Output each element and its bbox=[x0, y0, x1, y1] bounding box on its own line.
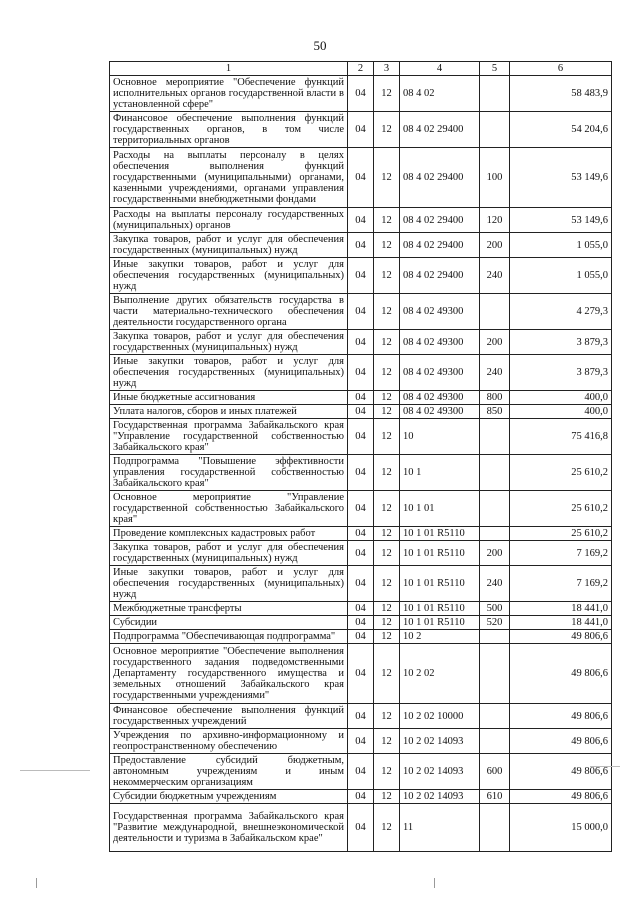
cell-target-code: 08 4 02 bbox=[400, 76, 480, 112]
cell-amount: 49 806,6 bbox=[510, 630, 612, 644]
cell-expense-type bbox=[480, 76, 510, 112]
cell-subsection: 12 bbox=[374, 491, 400, 527]
cell-section: 04 bbox=[348, 541, 374, 566]
cell-target-code: 10 2 02 14093 bbox=[400, 754, 480, 790]
cell-subsection: 12 bbox=[374, 208, 400, 233]
cell-target-code: 08 4 02 49300 bbox=[400, 405, 480, 419]
cell-subsection: 12 bbox=[374, 541, 400, 566]
cell-target-code: 10 2 02 bbox=[400, 644, 480, 704]
budget-table bbox=[109, 61, 612, 852]
cell-subsection: 12 bbox=[374, 630, 400, 644]
cell-subsection: 12 bbox=[374, 455, 400, 491]
cell-target-code: 10 2 02 14093 bbox=[400, 729, 480, 754]
cell-expense-type bbox=[480, 112, 510, 148]
cell-expense-type: 240 bbox=[480, 258, 510, 294]
cell-name: Государственная программа Забайкальского края "Управление государственной собственностью Забайкальского края" bbox=[110, 419, 348, 455]
cell-section: 04 bbox=[348, 233, 374, 258]
cell-target-code: 11 bbox=[400, 804, 480, 852]
cell-name: Иные закупки товаров, работ и услуг для обеспечения государственных (муниципальных) нужд bbox=[110, 258, 348, 294]
cell-subsection: 12 bbox=[374, 566, 400, 602]
table-row bbox=[110, 455, 612, 491]
table-header-row bbox=[110, 62, 612, 76]
cell-subsection: 12 bbox=[374, 644, 400, 704]
cell-amount: 49 806,6 bbox=[510, 754, 612, 790]
cell-expense-type: 850 bbox=[480, 405, 510, 419]
cell-amount: 49 806,6 bbox=[510, 790, 612, 804]
cell-target-code: 08 4 02 29400 bbox=[400, 148, 480, 208]
cell-expense-type: 200 bbox=[480, 541, 510, 566]
cell-name: Субсидии бюджетным учреждениям bbox=[110, 790, 348, 804]
cell-amount: 25 610,2 bbox=[510, 455, 612, 491]
table-body bbox=[110, 76, 612, 852]
table-row bbox=[110, 208, 612, 233]
cell-amount: 53 149,6 bbox=[510, 208, 612, 233]
cell-subsection: 12 bbox=[374, 391, 400, 405]
cell-section: 04 bbox=[348, 630, 374, 644]
cell-expense-type bbox=[480, 294, 510, 330]
cell-target-code: 10 1 01 R5110 bbox=[400, 602, 480, 616]
cell-subsection: 12 bbox=[374, 790, 400, 804]
column-header-expense-type: 5 bbox=[480, 62, 510, 76]
cell-expense-type bbox=[480, 419, 510, 455]
cell-subsection: 12 bbox=[374, 330, 400, 355]
cell-subsection: 12 bbox=[374, 419, 400, 455]
cell-subsection: 12 bbox=[374, 76, 400, 112]
table-row bbox=[110, 704, 612, 729]
cell-expense-type bbox=[480, 630, 510, 644]
table-row bbox=[110, 527, 612, 541]
cell-subsection: 12 bbox=[374, 233, 400, 258]
cell-target-code: 10 2 02 10000 bbox=[400, 704, 480, 729]
table-row bbox=[110, 616, 612, 630]
cell-name: Иные закупки товаров, работ и услуг для обеспечения государственных (муниципальных) нужд bbox=[110, 355, 348, 391]
cell-name: Расходы на выплаты персоналу государственных (муниципальных) органов bbox=[110, 208, 348, 233]
scan-line-right bbox=[590, 766, 620, 767]
table-row bbox=[110, 754, 612, 790]
cell-subsection: 12 bbox=[374, 729, 400, 754]
cell-name: Предоставление субсидий бюджетным, автономным учреждениям и иным некоммерческим организациям bbox=[110, 754, 348, 790]
cell-target-code: 08 4 02 49300 bbox=[400, 355, 480, 391]
cell-name: Государственная программа Забайкальского края "Развитие международной, внешнеэкономической деятельности и туризма в Забайкальском крае" bbox=[110, 804, 348, 852]
cell-amount: 7 169,2 bbox=[510, 541, 612, 566]
cell-section: 04 bbox=[348, 804, 374, 852]
table-row bbox=[110, 602, 612, 616]
cell-expense-type: 100 bbox=[480, 148, 510, 208]
scan-line-left bbox=[20, 770, 90, 771]
table-row bbox=[110, 233, 612, 258]
cell-expense-type bbox=[480, 644, 510, 704]
cell-expense-type: 610 bbox=[480, 790, 510, 804]
cell-target-code: 10 1 01 R5110 bbox=[400, 566, 480, 602]
cell-expense-type bbox=[480, 527, 510, 541]
cell-amount: 49 806,6 bbox=[510, 729, 612, 754]
cell-amount: 400,0 bbox=[510, 391, 612, 405]
cell-subsection: 12 bbox=[374, 616, 400, 630]
cell-amount: 25 610,2 bbox=[510, 527, 612, 541]
cell-section: 04 bbox=[348, 112, 374, 148]
cell-amount: 3 879,3 bbox=[510, 330, 612, 355]
column-header-subsection: 3 bbox=[374, 62, 400, 76]
table-row bbox=[110, 790, 612, 804]
cell-target-code: 08 4 02 29400 bbox=[400, 258, 480, 294]
table-row bbox=[110, 258, 612, 294]
cell-amount: 53 149,6 bbox=[510, 148, 612, 208]
cell-expense-type bbox=[480, 491, 510, 527]
table-row bbox=[110, 419, 612, 455]
table-row bbox=[110, 112, 612, 148]
cell-expense-type: 600 bbox=[480, 754, 510, 790]
cell-section: 04 bbox=[348, 419, 374, 455]
cell-name: Расходы на выплаты персоналу в целях обеспечения выполнения функций государственными (муниципальными) органами, казенными учреждениями, органами управления государственными внебюджетными фондами bbox=[110, 148, 348, 208]
column-header-name: 1 bbox=[110, 62, 348, 76]
cell-subsection: 12 bbox=[374, 355, 400, 391]
cell-name: Проведение комплексных кадастровых работ bbox=[110, 527, 348, 541]
cell-name: Основное мероприятие "Обеспечение выполнения государственного задания подведомственными Департаменту государственного имущества и земельных отношений Забайкальского края государственными учреждениями" bbox=[110, 644, 348, 704]
table-row bbox=[110, 541, 612, 566]
cell-target-code: 10 2 bbox=[400, 630, 480, 644]
scan-mark-left bbox=[36, 878, 37, 888]
cell-amount: 18 441,0 bbox=[510, 616, 612, 630]
cell-section: 04 bbox=[348, 491, 374, 527]
table-row bbox=[110, 330, 612, 355]
cell-name: Финансовое обеспечение выполнения функций государственных учреждений bbox=[110, 704, 348, 729]
cell-subsection: 12 bbox=[374, 804, 400, 852]
cell-name: Субсидии bbox=[110, 616, 348, 630]
cell-section: 04 bbox=[348, 148, 374, 208]
cell-section: 04 bbox=[348, 258, 374, 294]
table-row bbox=[110, 804, 612, 852]
cell-subsection: 12 bbox=[374, 527, 400, 541]
cell-section: 04 bbox=[348, 790, 374, 804]
cell-amount: 1 055,0 bbox=[510, 258, 612, 294]
table-row bbox=[110, 405, 612, 419]
cell-target-code: 10 1 01 bbox=[400, 491, 480, 527]
cell-target-code: 08 4 02 49300 bbox=[400, 294, 480, 330]
table-row bbox=[110, 491, 612, 527]
table-row bbox=[110, 630, 612, 644]
cell-amount: 58 483,9 bbox=[510, 76, 612, 112]
cell-target-code: 10 1 01 R5110 bbox=[400, 541, 480, 566]
cell-amount: 3 879,3 bbox=[510, 355, 612, 391]
cell-section: 04 bbox=[348, 355, 374, 391]
cell-section: 04 bbox=[348, 616, 374, 630]
table-row bbox=[110, 729, 612, 754]
cell-section: 04 bbox=[348, 754, 374, 790]
cell-target-code: 08 4 02 29400 bbox=[400, 233, 480, 258]
cell-name: Выполнение других обязательств государства в части материально-технического обеспечения деятельности государственного органа bbox=[110, 294, 348, 330]
cell-subsection: 12 bbox=[374, 148, 400, 208]
cell-target-code: 08 4 02 29400 bbox=[400, 112, 480, 148]
cell-target-code: 10 1 bbox=[400, 455, 480, 491]
column-header-amount: 6 bbox=[510, 62, 612, 76]
cell-expense-type: 500 bbox=[480, 602, 510, 616]
cell-target-code: 08 4 02 49300 bbox=[400, 391, 480, 405]
cell-section: 04 bbox=[348, 405, 374, 419]
cell-amount: 54 204,6 bbox=[510, 112, 612, 148]
cell-expense-type bbox=[480, 729, 510, 754]
cell-expense-type: 520 bbox=[480, 616, 510, 630]
cell-subsection: 12 bbox=[374, 405, 400, 419]
cell-expense-type: 800 bbox=[480, 391, 510, 405]
cell-name: Подпрограмма "Повышение эффективности управления государственной собственностью Забайкальского края" bbox=[110, 455, 348, 491]
cell-subsection: 12 bbox=[374, 754, 400, 790]
cell-name: Межбюджетные трансферты bbox=[110, 602, 348, 616]
cell-section: 04 bbox=[348, 208, 374, 233]
cell-expense-type bbox=[480, 455, 510, 491]
cell-section: 04 bbox=[348, 644, 374, 704]
cell-section: 04 bbox=[348, 391, 374, 405]
cell-subsection: 12 bbox=[374, 294, 400, 330]
cell-amount: 18 441,0 bbox=[510, 602, 612, 616]
table-row bbox=[110, 644, 612, 704]
cell-subsection: 12 bbox=[374, 258, 400, 294]
cell-target-code: 10 1 01 R5110 bbox=[400, 527, 480, 541]
cell-amount: 4 279,3 bbox=[510, 294, 612, 330]
cell-name: Иные закупки товаров, работ и услуг для обеспечения государственных (муниципальных) нужд bbox=[110, 566, 348, 602]
cell-subsection: 12 bbox=[374, 602, 400, 616]
cell-section: 04 bbox=[348, 527, 374, 541]
page-number: 50 bbox=[313, 38, 327, 53]
cell-amount: 400,0 bbox=[510, 405, 612, 419]
cell-section: 04 bbox=[348, 455, 374, 491]
cell-expense-type: 240 bbox=[480, 566, 510, 602]
cell-target-code: 08 4 02 49300 bbox=[400, 330, 480, 355]
cell-name: Основное мероприятие "Обеспечение функций исполнительных органов государственной власти в установленной сфере" bbox=[110, 76, 348, 112]
cell-expense-type: 240 bbox=[480, 355, 510, 391]
cell-expense-type bbox=[480, 804, 510, 852]
cell-section: 04 bbox=[348, 602, 374, 616]
cell-name: Основное мероприятие "Управление государственной собственностью Забайкальского края" bbox=[110, 491, 348, 527]
cell-target-code: 10 2 02 14093 bbox=[400, 790, 480, 804]
cell-section: 04 bbox=[348, 76, 374, 112]
table-row bbox=[110, 391, 612, 405]
cell-name: Иные бюджетные ассигнования bbox=[110, 391, 348, 405]
cell-section: 04 bbox=[348, 729, 374, 754]
cell-name: Закупка товаров, работ и услуг для обеспечения государственных (муниципальных) нужд bbox=[110, 233, 348, 258]
cell-target-code: 08 4 02 29400 bbox=[400, 208, 480, 233]
cell-expense-type: 200 bbox=[480, 233, 510, 258]
cell-subsection: 12 bbox=[374, 112, 400, 148]
cell-name: Учреждения по архивно-информационному и геопространственному обеспечению bbox=[110, 729, 348, 754]
cell-name: Закупка товаров, работ и услуг для обеспечения государственных (муниципальных) нужд bbox=[110, 541, 348, 566]
cell-subsection: 12 bbox=[374, 704, 400, 729]
table-row bbox=[110, 294, 612, 330]
cell-target-code: 10 1 01 R5110 bbox=[400, 616, 480, 630]
cell-section: 04 bbox=[348, 294, 374, 330]
cell-section: 04 bbox=[348, 704, 374, 729]
table-row bbox=[110, 566, 612, 602]
cell-amount: 75 416,8 bbox=[510, 419, 612, 455]
scan-mark-center bbox=[434, 878, 435, 888]
cell-section: 04 bbox=[348, 566, 374, 602]
cell-expense-type: 200 bbox=[480, 330, 510, 355]
cell-amount: 49 806,6 bbox=[510, 644, 612, 704]
cell-name: Закупка товаров, работ и услуг для обеспечения государственных (муниципальных) нужд bbox=[110, 330, 348, 355]
cell-amount: 1 055,0 bbox=[510, 233, 612, 258]
cell-amount: 15 000,0 bbox=[510, 804, 612, 852]
cell-amount: 49 806,6 bbox=[510, 704, 612, 729]
cell-name: Уплата налогов, сборов и иных платежей bbox=[110, 405, 348, 419]
cell-section: 04 bbox=[348, 330, 374, 355]
cell-target-code: 10 bbox=[400, 419, 480, 455]
cell-amount: 7 169,2 bbox=[510, 566, 612, 602]
cell-expense-type: 120 bbox=[480, 208, 510, 233]
column-header-target-code: 4 bbox=[400, 62, 480, 76]
cell-name: Подпрограмма "Обеспечивающая подпрограмма" bbox=[110, 630, 348, 644]
cell-name: Финансовое обеспечение выполнения функций государственных органов, в том числе территориальных органов bbox=[110, 112, 348, 148]
table-row bbox=[110, 355, 612, 391]
cell-amount: 25 610,2 bbox=[510, 491, 612, 527]
table-row bbox=[110, 148, 612, 208]
column-header-section: 2 bbox=[348, 62, 374, 76]
table-row bbox=[110, 76, 612, 112]
cell-expense-type bbox=[480, 704, 510, 729]
